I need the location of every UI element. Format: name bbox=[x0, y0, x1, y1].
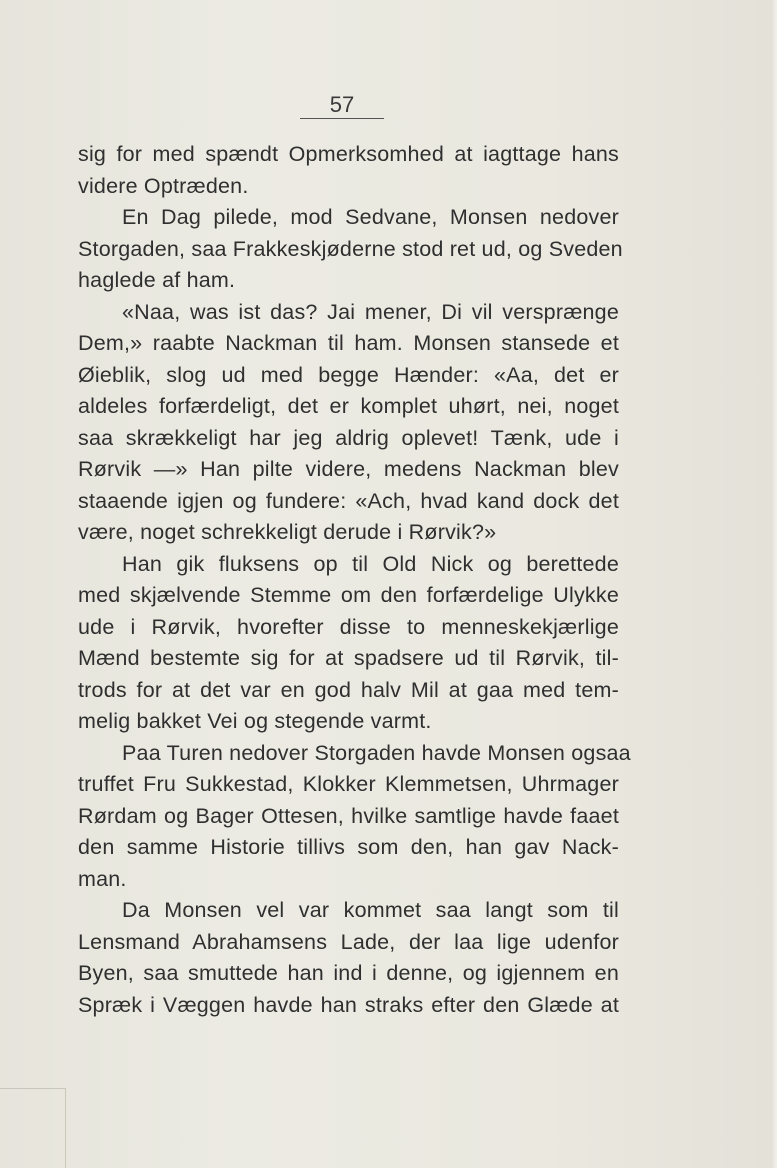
text-line: aldeles forfærdeligt, det er komplet uhørt, nei, noget bbox=[78, 394, 619, 418]
text-line: «Naa, was ist das? Jai mener, Di vil versprænge bbox=[122, 299, 619, 324]
text-line: Rørdam og Bager Ottesen, hvilke samtlige havde faaet bbox=[78, 803, 619, 828]
text-line: Spræk i Væggen havde han straks efter den Glæde at bbox=[78, 992, 619, 1017]
text-line: saa skrækkeligt har jeg aldrig oplevet! Tænk, ude i bbox=[78, 425, 619, 450]
text-line: Rørvik —» Han pilte videre, medens Nackman blev bbox=[78, 457, 619, 481]
text-line: Øieblik, slog ud med begge Hænder: «Aa, det er bbox=[78, 362, 619, 387]
text-line: Storgaden, saa Frakkeskjøderne stod ret ud, og Sveden bbox=[78, 236, 623, 261]
page-number: 57 bbox=[300, 92, 384, 119]
text-line: staaende igjen og fundere: «Ach, hvad kand dock det bbox=[78, 488, 619, 513]
text-line: den samme Historie tillivs som den, han gav Nack- bbox=[78, 835, 619, 859]
text-line: Paa Turen nedover Storgaden havde Monsen ogsaa bbox=[122, 740, 631, 765]
text-line: En Dag pilede, mod Sedvane, Monsen nedover bbox=[122, 205, 619, 229]
text-line: Lensmand Abrahamsens Lade, der laa lige udenfor bbox=[78, 929, 619, 954]
text-line: truffet Fru Sukkestad, Klokker Klemmetsen, Uhrmager bbox=[78, 772, 619, 796]
text-line: Dem,» raabte Nackman til ham. Monsen stansede et bbox=[78, 331, 619, 355]
text-line: melig bakket Vei og stegende varmt. bbox=[78, 709, 432, 733]
text-line: være, noget schrekkeligt derude i Rørvik?» bbox=[78, 520, 497, 544]
text-line: sig for med spændt Opmerksomhed at iagttage hans bbox=[78, 142, 619, 166]
text-line: videre Optræden. bbox=[78, 173, 249, 198]
body-text bbox=[78, 139, 631, 1021]
text-line: Han gik fluksens op til Old Nick og berettede bbox=[122, 551, 619, 576]
text-line: Byen, saa smuttede han ind i denne, og igjennem en bbox=[78, 961, 619, 985]
text-line: ude i Rørvik, hvorefter disse to menneskekjærlige bbox=[78, 614, 619, 639]
text-line: man. bbox=[78, 866, 127, 891]
text-line: Mænd bestemte sig for at spadsere ud til Rørvik, til- bbox=[78, 646, 619, 670]
text-line: med skjælvende Stemme om den forfærdelige Ulykke bbox=[78, 583, 619, 607]
text-line: haglede af ham. bbox=[78, 268, 236, 292]
text-line: Da Monsen vel var kommet saa langt som til bbox=[122, 898, 619, 922]
page-edge bbox=[771, 0, 777, 1168]
scan-corner-mark bbox=[0, 1088, 66, 1168]
text-line: trods for at det var en god halv Mil at gaa med tem- bbox=[78, 677, 619, 702]
